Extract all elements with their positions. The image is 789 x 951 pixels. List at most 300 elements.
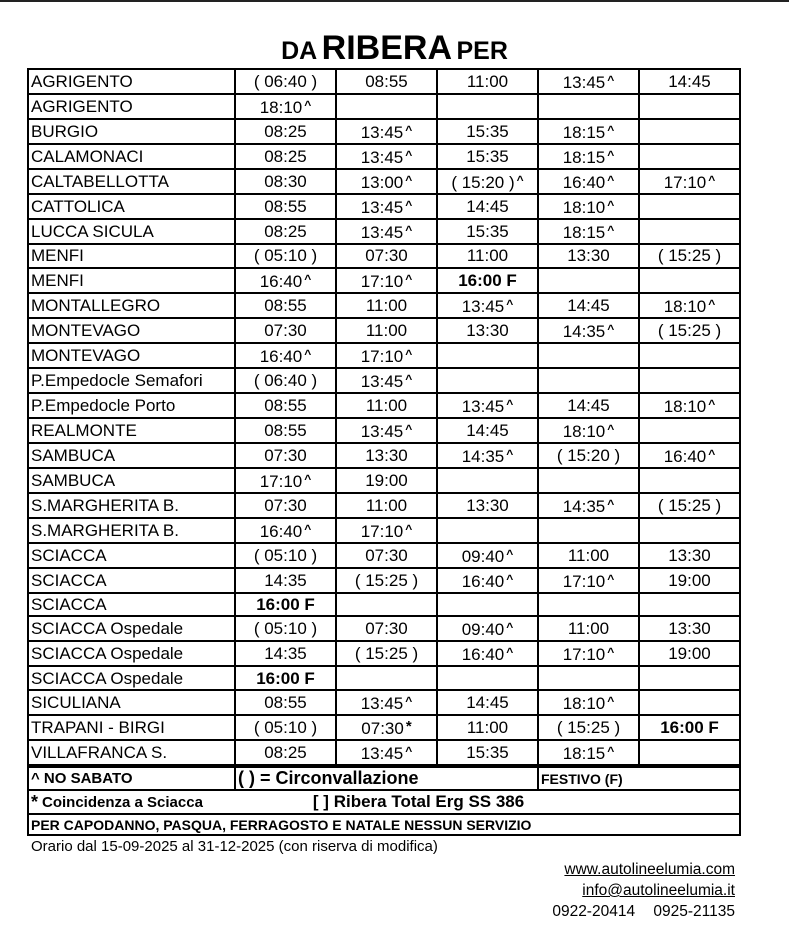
departure-time-cell — [336, 343, 437, 368]
departure-time-cell — [336, 169, 437, 194]
departure-time: 08:30 — [264, 172, 307, 191]
legend-stop-note: [ ] Ribera Total Erg SS 386 — [312, 792, 525, 812]
departure-time: 16:00 F — [458, 270, 517, 290]
caret-icon: ^ — [405, 521, 413, 536]
phone-numbers — [0, 901, 735, 922]
departure-time: 19:00 — [365, 470, 408, 490]
destination-cell: CALTABELLOTTA — [28, 169, 235, 194]
departure-time: 18:15 — [562, 148, 606, 167]
table-row — [28, 144, 740, 169]
departure-time-cell — [639, 641, 740, 666]
empty-cell — [437, 94, 538, 119]
departure-time-cell — [538, 194, 639, 219]
departure-time: 11:00 — [466, 72, 509, 91]
departure-time-cell — [437, 418, 538, 443]
departure-time-cell — [639, 393, 740, 418]
departure-time: 08:55 — [264, 295, 307, 315]
departure-time-cell — [235, 169, 336, 194]
departure-time: 11:00 — [365, 295, 408, 315]
caret-icon: ^ — [405, 371, 413, 386]
legend-row — [28, 790, 740, 814]
departure-time-cell — [437, 443, 538, 468]
departure-time-cell — [538, 568, 639, 593]
legend-holiday: FESTIVO (F) — [538, 767, 740, 790]
title-suffix: PER — [456, 37, 508, 65]
departure-time-cell — [538, 119, 639, 144]
departure-time-cell — [437, 69, 538, 94]
departure-time-cell — [336, 293, 437, 318]
departure-time: 18:10 — [562, 694, 606, 714]
departure-time-cell — [437, 543, 538, 568]
destination-cell: AGRIGENTO — [28, 69, 235, 94]
table-row — [28, 690, 740, 715]
departure-time-cell — [235, 268, 336, 293]
departure-time-cell — [336, 518, 437, 543]
caret-icon: ^ — [506, 546, 514, 561]
table-row — [28, 69, 740, 94]
departure-time-cell — [437, 144, 538, 169]
table-row — [28, 169, 740, 194]
departure-time: 11:00 — [567, 619, 610, 639]
departure-time: 15:35 — [466, 222, 509, 241]
caret-icon: ^ — [708, 173, 716, 187]
destination-cell: AGRIGENTO — [28, 94, 235, 119]
departure-time: 14:35 — [264, 570, 307, 590]
departure-time: 13:45 — [360, 198, 404, 217]
departure-time: 07:30 — [365, 545, 408, 565]
destination-cell: MENFI — [28, 268, 235, 293]
departure-time: 08:55 — [264, 420, 307, 440]
destination-cell: CATTOLICA — [28, 194, 235, 219]
departure-time: 11:00 — [466, 246, 509, 266]
departure-time-cell — [336, 568, 437, 593]
asterisk-icon: * — [405, 718, 412, 736]
destination-cell: SAMBUCA — [28, 443, 235, 468]
departure-time-cell — [235, 293, 336, 318]
departure-time: 16:40 — [259, 271, 303, 291]
departure-time: 13:45 — [360, 148, 404, 167]
departure-time-cell — [538, 418, 639, 443]
departure-time-cell — [639, 318, 740, 343]
table-row — [28, 666, 740, 690]
departure-time-cell — [235, 443, 336, 468]
departure-time-cell — [639, 244, 740, 268]
departure-time: 08:55 — [365, 72, 408, 91]
departure-time: 11:00 — [567, 545, 610, 565]
caret-icon: ^ — [607, 321, 615, 336]
destination-cell: S.MARGHERITA B. — [28, 518, 235, 543]
departure-time-cell — [538, 493, 639, 518]
website-link[interactable]: www.autolineelumia.com — [564, 861, 735, 879]
table-row — [28, 493, 740, 518]
caret-icon: ^ — [304, 271, 312, 286]
caret-icon: ^ — [506, 620, 514, 635]
departure-time: 14:45 — [466, 420, 509, 440]
caret-icon: ^ — [516, 173, 524, 187]
departure-time-cell — [639, 443, 740, 468]
destination-cell: SCIACCA — [28, 593, 235, 617]
empty-cell — [437, 593, 538, 617]
departure-time: 08:25 — [264, 122, 307, 141]
table-row — [28, 244, 740, 268]
destination-cell: MENFI — [28, 244, 235, 268]
asterisk-icon: * — [31, 791, 39, 812]
departure-time: 14:45 — [567, 295, 610, 315]
table-row — [28, 268, 740, 293]
table-row — [28, 119, 740, 144]
departure-time: 07:30 — [264, 320, 307, 340]
departure-time: 13:30 — [365, 445, 408, 465]
departure-time-cell — [437, 616, 538, 641]
departure-time: 16:00 F — [256, 595, 315, 615]
legend-ring-road: ( ) = Circonvallazione — [235, 767, 538, 790]
empty-cell — [538, 518, 639, 543]
departure-time: 07:30 — [361, 719, 404, 739]
departure-time: 07:30 — [365, 619, 408, 639]
departure-time: 15:35 — [466, 743, 509, 763]
departure-time: 17:10 — [360, 346, 404, 366]
caret-icon: ^ — [405, 346, 413, 361]
departure-time-cell — [336, 543, 437, 568]
departure-time-cell — [336, 641, 437, 666]
empty-cell — [437, 468, 538, 493]
table-row — [28, 568, 740, 593]
caret-icon: ^ — [506, 296, 514, 311]
contacts — [0, 859, 735, 922]
departure-time-cell — [538, 740, 639, 765]
timetable-wrapper — [27, 68, 739, 836]
empty-cell — [639, 94, 740, 119]
departure-time-cell — [235, 393, 336, 418]
departure-time: 13:45 — [360, 421, 404, 441]
departure-time-cell — [538, 690, 639, 715]
departure-time: 16:00 F — [256, 668, 315, 688]
departure-time-cell — [437, 715, 538, 740]
departure-time: ( 06:40 ) — [253, 370, 318, 390]
departure-time-cell — [336, 468, 437, 493]
departure-time-cell — [437, 219, 538, 244]
departure-time-cell — [639, 568, 740, 593]
table-row — [28, 343, 740, 368]
empty-cell — [336, 94, 437, 119]
departure-time: 13:45 — [360, 371, 404, 391]
caret-icon: ^ — [708, 446, 716, 461]
table-row — [28, 616, 740, 641]
departure-time: 18:10 — [663, 296, 707, 316]
departure-time-cell — [538, 169, 639, 194]
empty-cell — [336, 666, 437, 690]
departure-time: 16:40 — [461, 645, 505, 665]
validity-note: Orario dal 15-09-2025 al 31-12-2025 (con riserva di modifica) — [31, 838, 438, 856]
departure-time-cell — [235, 194, 336, 219]
top-rule — [0, 0, 789, 2]
departure-time-cell — [235, 740, 336, 765]
departure-time: 08:55 — [264, 197, 307, 216]
departure-time-cell — [639, 543, 740, 568]
departure-time: 16:40 — [259, 346, 303, 366]
caret-icon: ^ — [304, 98, 312, 112]
caret-icon: ^ — [405, 694, 413, 709]
departure-time-cell — [336, 318, 437, 343]
departure-time: 13:45 — [360, 744, 404, 764]
departure-time: 14:45 — [466, 693, 509, 713]
empty-cell — [639, 518, 740, 543]
departure-time-cell — [235, 244, 336, 268]
departure-time: 17:10 — [360, 521, 404, 541]
departure-time: 13:00 — [360, 173, 404, 192]
departure-time: 11:00 — [365, 395, 408, 415]
caret-icon: ^ — [708, 396, 716, 411]
destination-cell: S.MARGHERITA B. — [28, 493, 235, 518]
departure-time-cell — [639, 616, 740, 641]
departure-time-cell — [538, 641, 639, 666]
departure-time-cell — [235, 543, 336, 568]
departure-time: 17:10 — [663, 173, 707, 192]
departure-time-cell — [437, 169, 538, 194]
departure-time: 13:30 — [567, 246, 610, 266]
departure-time: 08:25 — [264, 147, 307, 166]
departure-time-cell — [336, 740, 437, 765]
caret-icon: ^ — [405, 744, 413, 759]
caret-icon: ^ — [405, 271, 413, 286]
departure-time-cell — [437, 493, 538, 518]
phone-number: 0922-20414 — [552, 903, 636, 921]
departure-time: 19:00 — [668, 644, 711, 664]
departure-time-cell — [639, 715, 740, 740]
empty-cell — [639, 593, 740, 617]
departure-time-cell — [437, 268, 538, 293]
caret-icon: ^ — [607, 645, 615, 660]
destination-cell: TRAPANI - BIRGI — [28, 715, 235, 740]
caret-icon: ^ — [506, 645, 514, 660]
departure-time: 18:10 — [663, 396, 707, 416]
departure-time-cell — [336, 690, 437, 715]
title-origin: RIBERA — [321, 29, 453, 67]
departure-time: ( 05:10 ) — [253, 545, 318, 565]
departure-time-cell — [235, 715, 336, 740]
departure-time-cell — [336, 493, 437, 518]
departure-time: 17:10 — [259, 471, 303, 491]
departure-time: 14:45 — [567, 395, 610, 415]
departure-time-cell — [538, 393, 639, 418]
empty-cell — [437, 518, 538, 543]
caret-icon: ^ — [304, 471, 312, 486]
empty-cell — [336, 593, 437, 617]
legend-no-service: PER CAPODANNO, PASQUA, FERRAGOSTO E NATALE NESSUN SERVIZIO — [28, 814, 740, 835]
destination-cell: VILLAFRANCA S. — [28, 740, 235, 765]
legend-connection: Coincidenza a Sciacca — [42, 793, 203, 811]
departure-time: ( 15:20 ) — [451, 173, 515, 192]
caret-icon: ^ — [405, 223, 413, 237]
departure-time-cell — [235, 666, 336, 690]
caret-icon: ^ — [708, 296, 716, 311]
caret-icon: ^ — [506, 571, 514, 586]
departure-time-cell — [437, 690, 538, 715]
table-row — [28, 593, 740, 617]
empty-cell — [538, 593, 639, 617]
departure-time: 16:40 — [259, 521, 303, 541]
destination-cell: MONTEVAGO — [28, 343, 235, 368]
table-row — [28, 368, 740, 393]
caret-icon: ^ — [405, 123, 413, 137]
destination-cell: REALMONTE — [28, 418, 235, 443]
table-row — [28, 393, 740, 418]
empty-cell — [639, 740, 740, 765]
departure-time-cell — [639, 169, 740, 194]
caret-icon: ^ — [607, 694, 615, 709]
phone-number: 0925-21135 — [653, 903, 735, 921]
destination-cell: MONTEVAGO — [28, 318, 235, 343]
title-prefix: DA — [281, 37, 318, 65]
caret-icon: ^ — [607, 223, 615, 237]
departure-time: 18:15 — [562, 223, 606, 242]
departure-time: 08:25 — [264, 222, 307, 241]
empty-cell — [538, 94, 639, 119]
table-row — [28, 318, 740, 343]
departure-time: 17:10 — [360, 271, 404, 291]
departure-time: 13:45 — [360, 123, 404, 142]
departure-time: 13:30 — [668, 545, 711, 565]
table-row — [28, 641, 740, 666]
caret-icon: ^ — [607, 173, 615, 187]
destination-cell: SCIACCA — [28, 568, 235, 593]
departure-time: ( 15:25 ) — [354, 570, 419, 590]
caret-icon: ^ — [304, 346, 312, 361]
departure-time-cell — [235, 119, 336, 144]
destination-cell: LUCCA SICULA — [28, 219, 235, 244]
destination-cell: P.Empedocle Semafori — [28, 368, 235, 393]
caret-icon: ^ — [607, 571, 615, 586]
empty-cell — [538, 468, 639, 493]
departure-time: 14:45 — [668, 72, 711, 91]
departure-time-cell — [437, 393, 538, 418]
empty-cell — [639, 368, 740, 393]
empty-cell — [639, 690, 740, 715]
departure-time-cell — [235, 144, 336, 169]
departure-time: 07:30 — [365, 246, 408, 266]
departure-time-cell — [538, 144, 639, 169]
legend-connection-line — [31, 792, 737, 813]
departure-time-cell — [538, 244, 639, 268]
departure-time-cell — [538, 543, 639, 568]
departure-time-cell — [538, 318, 639, 343]
departure-time: 18:10 — [562, 421, 606, 441]
departure-time-cell — [538, 715, 639, 740]
departure-time: 19:00 — [668, 570, 711, 590]
departure-time: ( 15:25 ) — [354, 644, 419, 664]
departure-time-cell — [538, 443, 639, 468]
table-row — [28, 468, 740, 493]
table-row — [28, 715, 740, 740]
caret-icon: ^ — [506, 446, 514, 461]
caret-icon: ^ — [405, 198, 413, 212]
table-row — [28, 293, 740, 318]
empty-cell — [639, 119, 740, 144]
departure-time-cell — [437, 568, 538, 593]
departure-time: 13:30 — [466, 495, 509, 515]
departure-time-cell — [336, 393, 437, 418]
departure-time-cell — [235, 616, 336, 641]
departure-time-cell — [639, 493, 740, 518]
departure-time: 14:35 — [562, 321, 606, 341]
destination-cell: MONTALLEGRO — [28, 293, 235, 318]
departure-time-cell — [336, 616, 437, 641]
timetable — [27, 68, 741, 766]
empty-cell — [639, 194, 740, 219]
empty-cell — [639, 468, 740, 493]
departure-time: 13:30 — [466, 320, 509, 340]
departure-time: ( 15:25 ) — [657, 320, 722, 340]
departure-time-cell — [235, 690, 336, 715]
legend-table — [27, 766, 741, 836]
departure-time-cell — [336, 69, 437, 94]
table-row — [28, 219, 740, 244]
destination-cell: BURGIO — [28, 119, 235, 144]
departure-time-cell — [336, 244, 437, 268]
departure-time: 13:45 — [360, 694, 404, 714]
departure-time-cell — [235, 468, 336, 493]
departure-time-cell — [336, 368, 437, 393]
departure-time-cell — [639, 293, 740, 318]
departure-time-cell — [336, 194, 437, 219]
departure-time: ( 15:25 ) — [556, 718, 621, 738]
departure-time: 16:40 — [461, 571, 505, 591]
legend-connection-cell — [28, 790, 740, 814]
departure-time: 07:30 — [264, 495, 307, 515]
departure-time-cell — [235, 94, 336, 119]
page-title — [0, 28, 789, 68]
departure-time: 18:15 — [562, 123, 606, 142]
caret-icon: ^ — [405, 173, 413, 187]
empty-cell — [538, 368, 639, 393]
departure-time-cell — [538, 219, 639, 244]
departure-time-cell — [235, 418, 336, 443]
departure-time-cell — [235, 343, 336, 368]
departure-time-cell — [437, 244, 538, 268]
departure-time-cell — [336, 443, 437, 468]
departure-time-cell — [235, 493, 336, 518]
departure-time: 15:35 — [466, 122, 509, 141]
departure-time-cell — [437, 318, 538, 343]
departure-time: 13:45 — [461, 396, 505, 416]
empty-cell — [538, 666, 639, 690]
caret-icon: ^ — [607, 73, 615, 87]
legend-row — [28, 814, 740, 835]
caret-icon: ^ — [607, 148, 615, 162]
empty-cell — [639, 418, 740, 443]
departure-time: 11:00 — [365, 495, 408, 515]
empty-cell — [639, 666, 740, 690]
caret-icon: ^ — [607, 198, 615, 212]
departure-time: 15:35 — [466, 147, 509, 166]
departure-time: 16:40 — [663, 446, 707, 466]
email-link[interactable]: info@autolineelumia.it — [582, 882, 735, 900]
departure-time: 13:45 — [360, 223, 404, 242]
departure-time: 14:35 — [264, 644, 307, 664]
destination-cell: SCIACCA Ospedale — [28, 666, 235, 690]
destination-cell: P.Empedocle Porto — [28, 393, 235, 418]
caret-icon: ^ — [304, 521, 312, 536]
departure-time-cell — [538, 616, 639, 641]
departure-time-cell — [235, 368, 336, 393]
departure-time: 14:35 — [461, 446, 505, 466]
departure-time-cell — [538, 69, 639, 94]
legend-row — [28, 767, 740, 790]
departure-time: ( 06:40 ) — [253, 72, 318, 91]
departure-time: 08:55 — [264, 395, 307, 415]
legend-no-saturday: ^ NO SABATO — [28, 767, 235, 790]
departure-time: 08:25 — [264, 743, 307, 763]
